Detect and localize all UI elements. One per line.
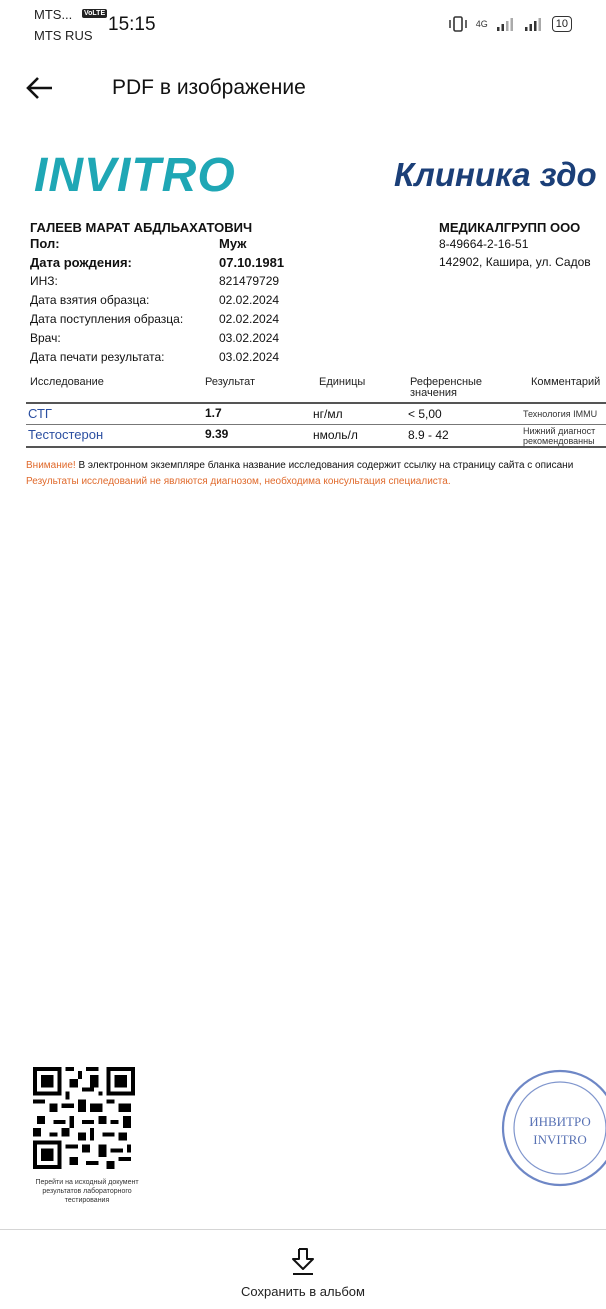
warning-note — [26, 460, 573, 471]
column-header-result: Результат — [205, 376, 256, 388]
carrier-name-2: MTS RUS — [34, 28, 93, 43]
download-icon — [290, 1247, 316, 1277]
qr-caption: Перейти на исходный документ результатов лабораторного тестирования — [35, 1179, 139, 1204]
patient-name: ГАЛЕЕВ МАРАТ АБДЛЬАХАТОВИЧ — [30, 220, 253, 235]
result-comment — [523, 426, 595, 446]
field-value-sample-received: 02.02.2024 — [219, 312, 280, 326]
result-test-name: Тестостерон — [28, 427, 104, 442]
field-label-print-date: Дата печати результата: — [30, 350, 165, 364]
table-bottom-divider — [26, 446, 606, 448]
column-header-comment: Комментарий — [531, 376, 601, 388]
result-comment: Технология IMMU — [523, 409, 598, 419]
signal-icon — [496, 16, 516, 32]
result-value: 1.7 — [205, 406, 222, 420]
warning-text: В электронном экземпляре бланка название исследования содержит ссылку на страницу сайта с описани — [75, 460, 574, 471]
column-header-units: Единицы — [319, 376, 366, 388]
vibrate-icon — [448, 15, 468, 33]
lab-phone: 8-49664-2-16-51 — [439, 237, 529, 251]
back-arrow-icon[interactable] — [24, 72, 56, 104]
status-icons — [448, 14, 572, 34]
field-value-sample-taken: 02.02.2024 — [219, 293, 280, 307]
table-header-divider — [26, 402, 606, 404]
status-bar — [0, 0, 606, 54]
volte-badge: VoLTE — [84, 10, 106, 17]
network-type-icon: 4G — [475, 19, 488, 29]
bottom-bar — [0, 1229, 606, 1309]
field-label-doctor: Врач: — [30, 331, 61, 345]
battery-icon: 10 — [552, 16, 572, 32]
signal-icon-2 — [524, 16, 544, 32]
column-header-test: Исследование — [30, 376, 104, 388]
field-label-birth-date: Дата рождения: — [30, 255, 132, 270]
status-clock: 15:15 — [108, 14, 156, 35]
warning-label: Внимание! — [26, 460, 76, 471]
lab-name: МЕДИКАЛГРУПП ООО — [439, 220, 581, 235]
result-reference: < 5,00 — [408, 407, 442, 421]
qr-code-icon — [33, 1067, 135, 1169]
field-label-inz: ИНЗ: — [30, 274, 58, 288]
save-to-album-button[interactable] — [0, 1230, 606, 1309]
field-label-sample-taken: Дата взятия образца: — [30, 293, 150, 307]
field-label-sample-received: Дата поступления образца: — [30, 312, 184, 326]
lab-address: 142902, Кашира, ул. Садов — [439, 255, 591, 269]
lab-stamp — [500, 1068, 606, 1188]
field-value-sex: Муж — [219, 236, 247, 251]
result-units: нг/мл — [313, 407, 343, 421]
document-preview — [0, 140, 606, 1210]
result-value: 9.39 — [205, 427, 229, 441]
column-header-reference-line1: Референсные — [410, 376, 483, 388]
stamp-text-en: INVITRO — [533, 1132, 587, 1147]
field-value-doctor: 03.02.2024 — [219, 331, 280, 345]
clinic-logo: Клиника здо — [394, 156, 597, 193]
result-comment-line2: рекомендованны — [523, 436, 595, 446]
column-header-reference — [410, 377, 482, 399]
carrier-name-1: MTS... — [34, 7, 73, 22]
result-comment-line1: Нижний диагност — [523, 426, 596, 436]
save-to-album-label: Сохранить в альбом — [241, 1284, 365, 1299]
field-value-print-date: 03.02.2024 — [219, 350, 280, 364]
result-units: нмоль/л — [313, 428, 358, 442]
column-header-reference-line2: значения — [410, 387, 458, 399]
stamp-text-ru: ИНВИТРО — [529, 1114, 591, 1129]
field-value-inz: 821479729 — [219, 274, 280, 288]
result-test-name: СТГ — [28, 406, 52, 421]
field-label-sex: Пол: — [30, 236, 60, 251]
field-value-birth-date: 07.10.1981 — [219, 255, 285, 270]
page-title: PDF в изображение — [112, 76, 306, 99]
app-bar — [0, 58, 606, 118]
disclaimer-note: Результаты исследований не являются диагнозом, необходима консультация специалиста. — [26, 476, 451, 487]
invitro-logo: INVITRO — [34, 149, 236, 202]
table-row-divider — [26, 424, 606, 425]
result-reference: 8.9 - 42 — [408, 428, 449, 442]
